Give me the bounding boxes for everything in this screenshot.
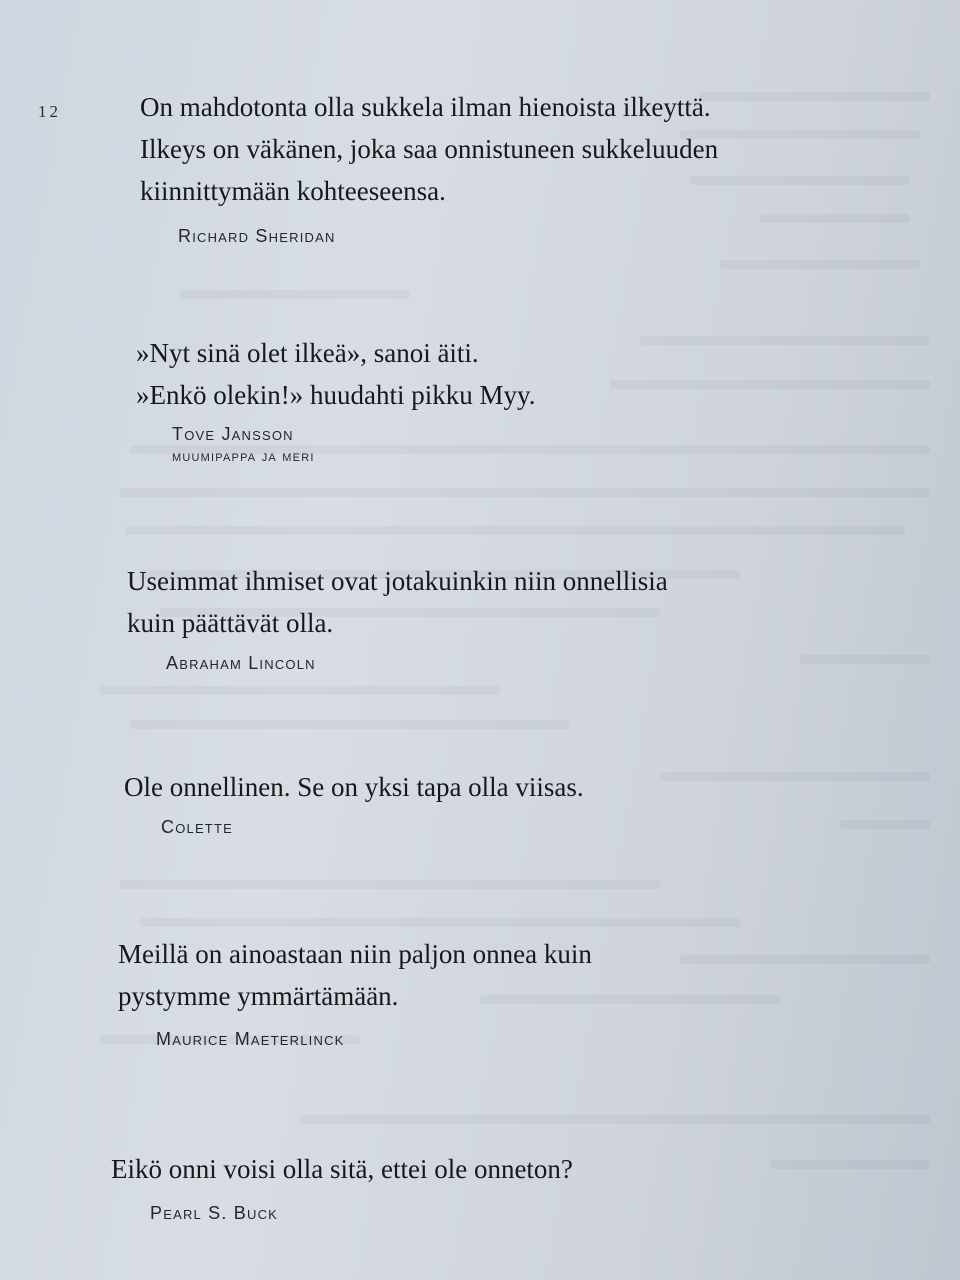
quote-author: Maurice Maeterlinck: [156, 1029, 345, 1049]
quote-author: Abraham Lincoln: [166, 653, 316, 673]
quote-block: [136, 332, 535, 416]
page-number: 12: [38, 102, 61, 121]
quote-line: kuin päättävät olla.: [127, 608, 334, 638]
quote-line: pystymme ymmärtämään.: [118, 981, 399, 1011]
quote-block: [124, 766, 584, 808]
quote-line: Useimmat ihmiset ovat jotakuinkin niin onnellisia: [127, 566, 668, 596]
quote-author: Colette: [161, 817, 233, 837]
quote-block: [111, 1148, 573, 1190]
quote-block: [127, 560, 668, 644]
quote-line: »Enkö olekin!» huudahti pikku Myy.: [136, 380, 536, 410]
attribution: [178, 224, 336, 248]
quote-line: Ilkeys on väkänen, joka saa onnistuneen sukkeluuden: [140, 134, 719, 164]
quote-author: Pearl S. Buck: [150, 1203, 279, 1223]
quote-block: [140, 86, 718, 212]
quote-block: [118, 933, 592, 1017]
attribution: [161, 815, 233, 839]
quote-source: muumipappa ja meri: [172, 448, 315, 465]
quote-line: Meillä on ainoastaan niin paljon onnea kuin: [118, 939, 592, 969]
quote-author: Tove Jansson: [172, 424, 294, 444]
quote-line: »Nyt sinä olet ilkeä», sanoi äiti.: [136, 338, 479, 368]
quote-line: kiinnittymään kohteeseensa.: [140, 176, 446, 206]
attribution: [172, 422, 315, 468]
attribution: [150, 1201, 278, 1225]
attribution: [166, 651, 316, 675]
attribution: [156, 1027, 345, 1051]
quote-line: Ole onnellinen. Se on yksi tapa olla viisas.: [124, 772, 584, 802]
quote-line: On mahdotonta olla sukkela ilman hienoista ilkeyttä.: [140, 92, 711, 122]
quote-line: Eikö onni voisi olla sitä, ettei ole onneton?: [111, 1154, 573, 1184]
quote-author: Richard Sheridan: [178, 226, 336, 246]
